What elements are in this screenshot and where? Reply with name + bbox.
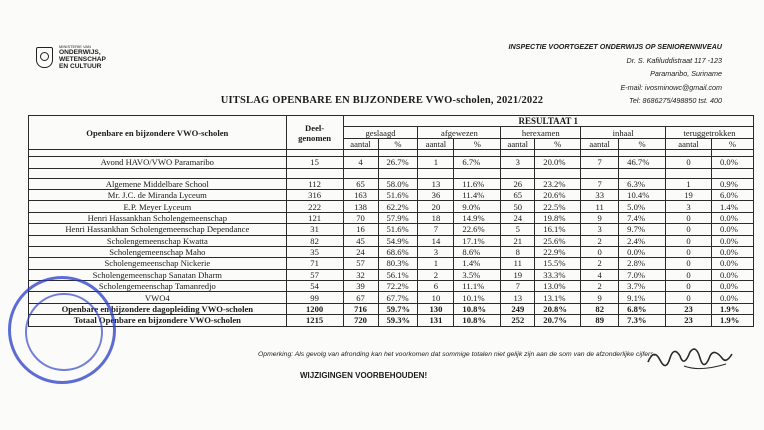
- count-cell: 7: [501, 281, 535, 292]
- percent-cell: 1.4%: [711, 201, 753, 212]
- deelgenomen-cell: 31: [286, 224, 343, 235]
- count-cell: 0: [666, 258, 712, 269]
- count-cell: 3: [418, 246, 454, 257]
- count-cell: 82: [581, 303, 619, 314]
- deelgenomen-cell: 35: [286, 246, 343, 257]
- count-cell: 131: [418, 315, 454, 326]
- header-percent: %: [378, 138, 418, 149]
- ministry-name: [59, 44, 106, 70]
- count-cell: 11: [581, 201, 619, 212]
- percent-cell: 0.0%: [711, 212, 753, 223]
- count-cell: 70: [343, 212, 378, 223]
- address-line: Dr. S. Kafiluddistraat 117 -123: [626, 55, 722, 65]
- school-name-cell: Avond HAVO/VWO Paramaribo: [29, 157, 287, 168]
- count-cell: 11: [501, 258, 535, 269]
- percent-cell: 6.0%: [711, 189, 753, 200]
- percent-cell: 10.1%: [454, 292, 501, 303]
- percent-cell: 16.1%: [535, 224, 581, 235]
- table-spacer-row: [29, 150, 754, 157]
- percent-cell: 0.0%: [711, 281, 753, 292]
- percent-cell: 26.7%: [378, 157, 418, 168]
- table-spacer-row: [29, 168, 754, 178]
- count-cell: 720: [343, 315, 378, 326]
- count-cell: 1: [666, 178, 712, 189]
- reservation-notice: WIJZIGINGEN VOORBEHOUDEN!: [300, 371, 428, 380]
- header-aantal: aantal: [581, 138, 619, 149]
- signature: [640, 338, 740, 378]
- count-cell: 36: [418, 189, 454, 200]
- deelgenomen-cell: 316: [286, 189, 343, 200]
- count-cell: 45: [343, 235, 378, 246]
- results-table: [28, 115, 754, 327]
- percent-cell: 0.0%: [619, 246, 666, 257]
- school-name-cell: Scholengemeenschap Maho: [29, 246, 287, 257]
- count-cell: 9: [581, 292, 619, 303]
- percent-cell: 59.7%: [378, 303, 418, 314]
- percent-cell: 54.9%: [378, 235, 418, 246]
- deelgenomen-cell: 99: [286, 292, 343, 303]
- percent-cell: 1.9%: [711, 303, 753, 314]
- percent-cell: 0.9%: [711, 178, 753, 189]
- deelgenomen-cell: 15: [286, 157, 343, 168]
- table-row: [29, 292, 754, 303]
- header-school: Openbare en bijzondere VWO-scholen: [29, 116, 287, 150]
- percent-cell: 33.3%: [535, 269, 581, 280]
- count-cell: 18: [418, 212, 454, 223]
- deelgenomen-cell: 57: [286, 269, 343, 280]
- deelgenomen-cell: 222: [286, 201, 343, 212]
- percent-cell: 22.5%: [535, 201, 581, 212]
- deelgenomen-cell: 1215: [286, 315, 343, 326]
- percent-cell: 20.7%: [535, 315, 581, 326]
- count-cell: 163: [343, 189, 378, 200]
- percent-cell: 2.8%: [619, 258, 666, 269]
- header-group-afgewezen: afgewezen: [418, 127, 501, 138]
- count-cell: 16: [343, 224, 378, 235]
- school-name-cell: Henri Hassankhan Scholengemeenschap Dependance: [29, 224, 287, 235]
- deelgenomen-cell: 121: [286, 212, 343, 223]
- percent-cell: 14.9%: [454, 212, 501, 223]
- count-cell: 8: [501, 246, 535, 257]
- count-cell: 65: [343, 178, 378, 189]
- percent-cell: 57.9%: [378, 212, 418, 223]
- count-cell: 24: [501, 212, 535, 223]
- count-cell: 32: [343, 269, 378, 280]
- school-name-cell: Scholengemeenschap Nickerie: [29, 258, 287, 269]
- count-cell: 21: [501, 235, 535, 246]
- percent-cell: 72.2%: [378, 281, 418, 292]
- table-row: [29, 224, 754, 235]
- count-cell: 1: [418, 258, 454, 269]
- percent-cell: 15.5%: [535, 258, 581, 269]
- count-cell: 65: [501, 189, 535, 200]
- percent-cell: 9.1%: [619, 292, 666, 303]
- percent-cell: 11.1%: [454, 281, 501, 292]
- header-percent: %: [619, 138, 666, 149]
- percent-cell: 46.7%: [619, 157, 666, 168]
- inspection-title: INSPECTIE VOORTGEZET ONDERWIJS OP SENIORENNIVEAU: [508, 42, 722, 51]
- percent-cell: 19.8%: [535, 212, 581, 223]
- school-name-cell: Scholengemeenschap Sanatan Dharm: [29, 269, 287, 280]
- count-cell: 24: [343, 246, 378, 257]
- count-cell: 7: [418, 224, 454, 235]
- header-aantal: aantal: [666, 138, 712, 149]
- table-row: [29, 281, 754, 292]
- official-stamp: [8, 276, 116, 384]
- percent-cell: 20.0%: [535, 157, 581, 168]
- percent-cell: 10.8%: [454, 303, 501, 314]
- address-line: Paramaribo, Suriname: [650, 69, 722, 78]
- percent-cell: 62.2%: [378, 201, 418, 212]
- percent-cell: 59.3%: [378, 315, 418, 326]
- percent-cell: 0.0%: [711, 246, 753, 257]
- percent-cell: 13.1%: [535, 292, 581, 303]
- count-cell: 252: [501, 315, 535, 326]
- count-cell: 249: [501, 303, 535, 314]
- count-cell: 0: [666, 157, 712, 168]
- percent-cell: 6.3%: [619, 178, 666, 189]
- percent-cell: 1.9%: [711, 315, 753, 326]
- header-percent: %: [454, 138, 501, 149]
- count-cell: 0: [666, 292, 712, 303]
- table-row: [29, 246, 754, 257]
- count-cell: 2: [418, 269, 454, 280]
- school-name-cell: Henri Hassankhan Scholengemeenschap: [29, 212, 287, 223]
- percent-cell: 11.6%: [454, 178, 501, 189]
- email-line: E-mail: ivosminowc@gmail.com: [620, 82, 722, 92]
- deelgenomen-cell: 82: [286, 235, 343, 246]
- count-cell: 138: [343, 201, 378, 212]
- count-cell: 19: [501, 269, 535, 280]
- percent-cell: 0.0%: [711, 269, 753, 280]
- percent-cell: 0.0%: [711, 224, 753, 235]
- count-cell: 4: [581, 269, 619, 280]
- ministry-line: WETENSCHAP: [59, 56, 106, 63]
- count-cell: 26: [501, 178, 535, 189]
- count-cell: 57: [343, 258, 378, 269]
- count-cell: 0: [666, 224, 712, 235]
- percent-cell: 6.8%: [619, 303, 666, 314]
- percent-cell: 22.9%: [535, 246, 581, 257]
- header-deelgenomen: Deel- genomen: [286, 116, 343, 150]
- school-name-cell: Algemene Middelbare School: [29, 178, 287, 189]
- count-cell: 50: [501, 201, 535, 212]
- school-name-cell: VWO4: [29, 292, 287, 303]
- header-group-teruggetrokken: teruggetrokken: [666, 127, 754, 138]
- percent-cell: 7.4%: [619, 212, 666, 223]
- percent-cell: 1.4%: [454, 258, 501, 269]
- count-cell: 0: [666, 235, 712, 246]
- table-row: [29, 157, 754, 168]
- count-cell: 33: [581, 189, 619, 200]
- percent-cell: 9.7%: [619, 224, 666, 235]
- percent-cell: 0.0%: [711, 235, 753, 246]
- header-aantal: aantal: [418, 138, 454, 149]
- stamp-inner-ring: [25, 293, 103, 371]
- count-cell: 13: [418, 178, 454, 189]
- count-cell: 39: [343, 281, 378, 292]
- percent-cell: 13.0%: [535, 281, 581, 292]
- header-resultaat: RESULTAAT 1: [343, 116, 753, 127]
- count-cell: 89: [581, 315, 619, 326]
- count-cell: 4: [343, 157, 378, 168]
- percent-cell: 25.6%: [535, 235, 581, 246]
- percent-cell: 3.7%: [619, 281, 666, 292]
- header-percent: %: [535, 138, 581, 149]
- percent-cell: 3.5%: [454, 269, 501, 280]
- table-row: [29, 212, 754, 223]
- count-cell: 9: [581, 212, 619, 223]
- count-cell: 2: [581, 258, 619, 269]
- percent-cell: 58.0%: [378, 178, 418, 189]
- percent-cell: 6.7%: [454, 157, 501, 168]
- count-cell: 0: [581, 246, 619, 257]
- percent-cell: 2.4%: [619, 235, 666, 246]
- percent-cell: 9.0%: [454, 201, 501, 212]
- count-cell: 3: [581, 224, 619, 235]
- count-cell: 2: [581, 281, 619, 292]
- school-name-cell: Scholengemeenschap Tamanredjo: [29, 281, 287, 292]
- table-total-row: [29, 303, 754, 314]
- count-cell: 3: [501, 157, 535, 168]
- deelgenomen-cell: 1200: [286, 303, 343, 314]
- header-group-geslaagd: geslaagd: [343, 127, 418, 138]
- percent-cell: 80.3%: [378, 258, 418, 269]
- ministry-logo: [36, 44, 106, 70]
- percent-cell: 10.4%: [619, 189, 666, 200]
- percent-cell: 17.1%: [454, 235, 501, 246]
- count-cell: 716: [343, 303, 378, 314]
- ministry-line: ONDERWIJS,: [59, 49, 101, 56]
- percent-cell: 56.1%: [378, 269, 418, 280]
- count-cell: 0: [666, 212, 712, 223]
- table-row: [29, 235, 754, 246]
- table-row: [29, 269, 754, 280]
- count-cell: 19: [666, 189, 712, 200]
- count-cell: 23: [666, 303, 712, 314]
- count-cell: 23: [666, 315, 712, 326]
- count-cell: 0: [666, 281, 712, 292]
- count-cell: 13: [501, 292, 535, 303]
- table-row: [29, 201, 754, 212]
- coat-of-arms-icon: [36, 47, 53, 68]
- document-title: UITSLAG OPENBARE EN BIJZONDERE VWO-scholen, 2021/2022: [220, 95, 544, 106]
- percent-cell: 68.6%: [378, 246, 418, 257]
- count-cell: 5: [501, 224, 535, 235]
- count-cell: 14: [418, 235, 454, 246]
- ministry-line: EN CULTUUR: [59, 63, 102, 70]
- school-name-cell: Totaal Openbare en bijzondere VWO-scholen: [29, 315, 287, 326]
- count-cell: 7: [581, 178, 619, 189]
- percent-cell: 7.0%: [619, 269, 666, 280]
- header-group-herexamen: herexamen: [501, 127, 581, 138]
- table-total-row: [29, 315, 754, 326]
- deelgenomen-cell: 54: [286, 281, 343, 292]
- header-aantal: aantal: [343, 138, 378, 149]
- school-name-cell: Scholengemeenschap Kwatta: [29, 235, 287, 246]
- phone-line: Tel: 8686275/498850 tst. 400: [629, 96, 722, 105]
- percent-cell: 0.0%: [711, 292, 753, 303]
- count-cell: 0: [666, 246, 712, 257]
- percent-cell: 0.0%: [711, 258, 753, 269]
- percent-cell: 7.3%: [619, 315, 666, 326]
- count-cell: 6: [418, 281, 454, 292]
- count-cell: 10: [418, 292, 454, 303]
- school-name-cell: Openbare en bijzondere dagopleiding VWO-scholen: [29, 303, 287, 314]
- percent-cell: 10.8%: [454, 315, 501, 326]
- count-cell: 2: [581, 235, 619, 246]
- deelgenomen-cell: 112: [286, 178, 343, 189]
- header-aantal: aantal: [501, 138, 535, 149]
- percent-cell: 23.2%: [535, 178, 581, 189]
- count-cell: 7: [581, 157, 619, 168]
- count-cell: 0: [666, 269, 712, 280]
- count-cell: 1: [418, 157, 454, 168]
- ministry-top-label: MINISTERIE VAN: [59, 44, 91, 49]
- percent-cell: 0.0%: [711, 157, 753, 168]
- percent-cell: 20.8%: [535, 303, 581, 314]
- percent-cell: 20.6%: [535, 189, 581, 200]
- header-percent: %: [711, 138, 753, 149]
- count-cell: 67: [343, 292, 378, 303]
- count-cell: 3: [666, 201, 712, 212]
- school-name-cell: E.P. Meyer Lyceum: [29, 201, 287, 212]
- percent-cell: 11.4%: [454, 189, 501, 200]
- percent-cell: 51.6%: [378, 224, 418, 235]
- percent-cell: 67.7%: [378, 292, 418, 303]
- percent-cell: 51.6%: [378, 189, 418, 200]
- table-row: [29, 189, 754, 200]
- remark-note: Opmerking: Als gevolg van afronding kan het voorkomen dat sommige totalen niet gelijk zijn aan de som van de afzonderlijke cijfers.: [258, 351, 656, 358]
- percent-cell: 22.6%: [454, 224, 501, 235]
- percent-cell: 5.0%: [619, 201, 666, 212]
- count-cell: 20: [418, 201, 454, 212]
- table-row: [29, 258, 754, 269]
- deelgenomen-cell: 71: [286, 258, 343, 269]
- table-row: [29, 178, 754, 189]
- school-name-cell: Mr. J.C. de Miranda Lyceum: [29, 189, 287, 200]
- count-cell: 130: [418, 303, 454, 314]
- header-group-inhaal: inhaal: [581, 127, 666, 138]
- percent-cell: 8.6%: [454, 246, 501, 257]
